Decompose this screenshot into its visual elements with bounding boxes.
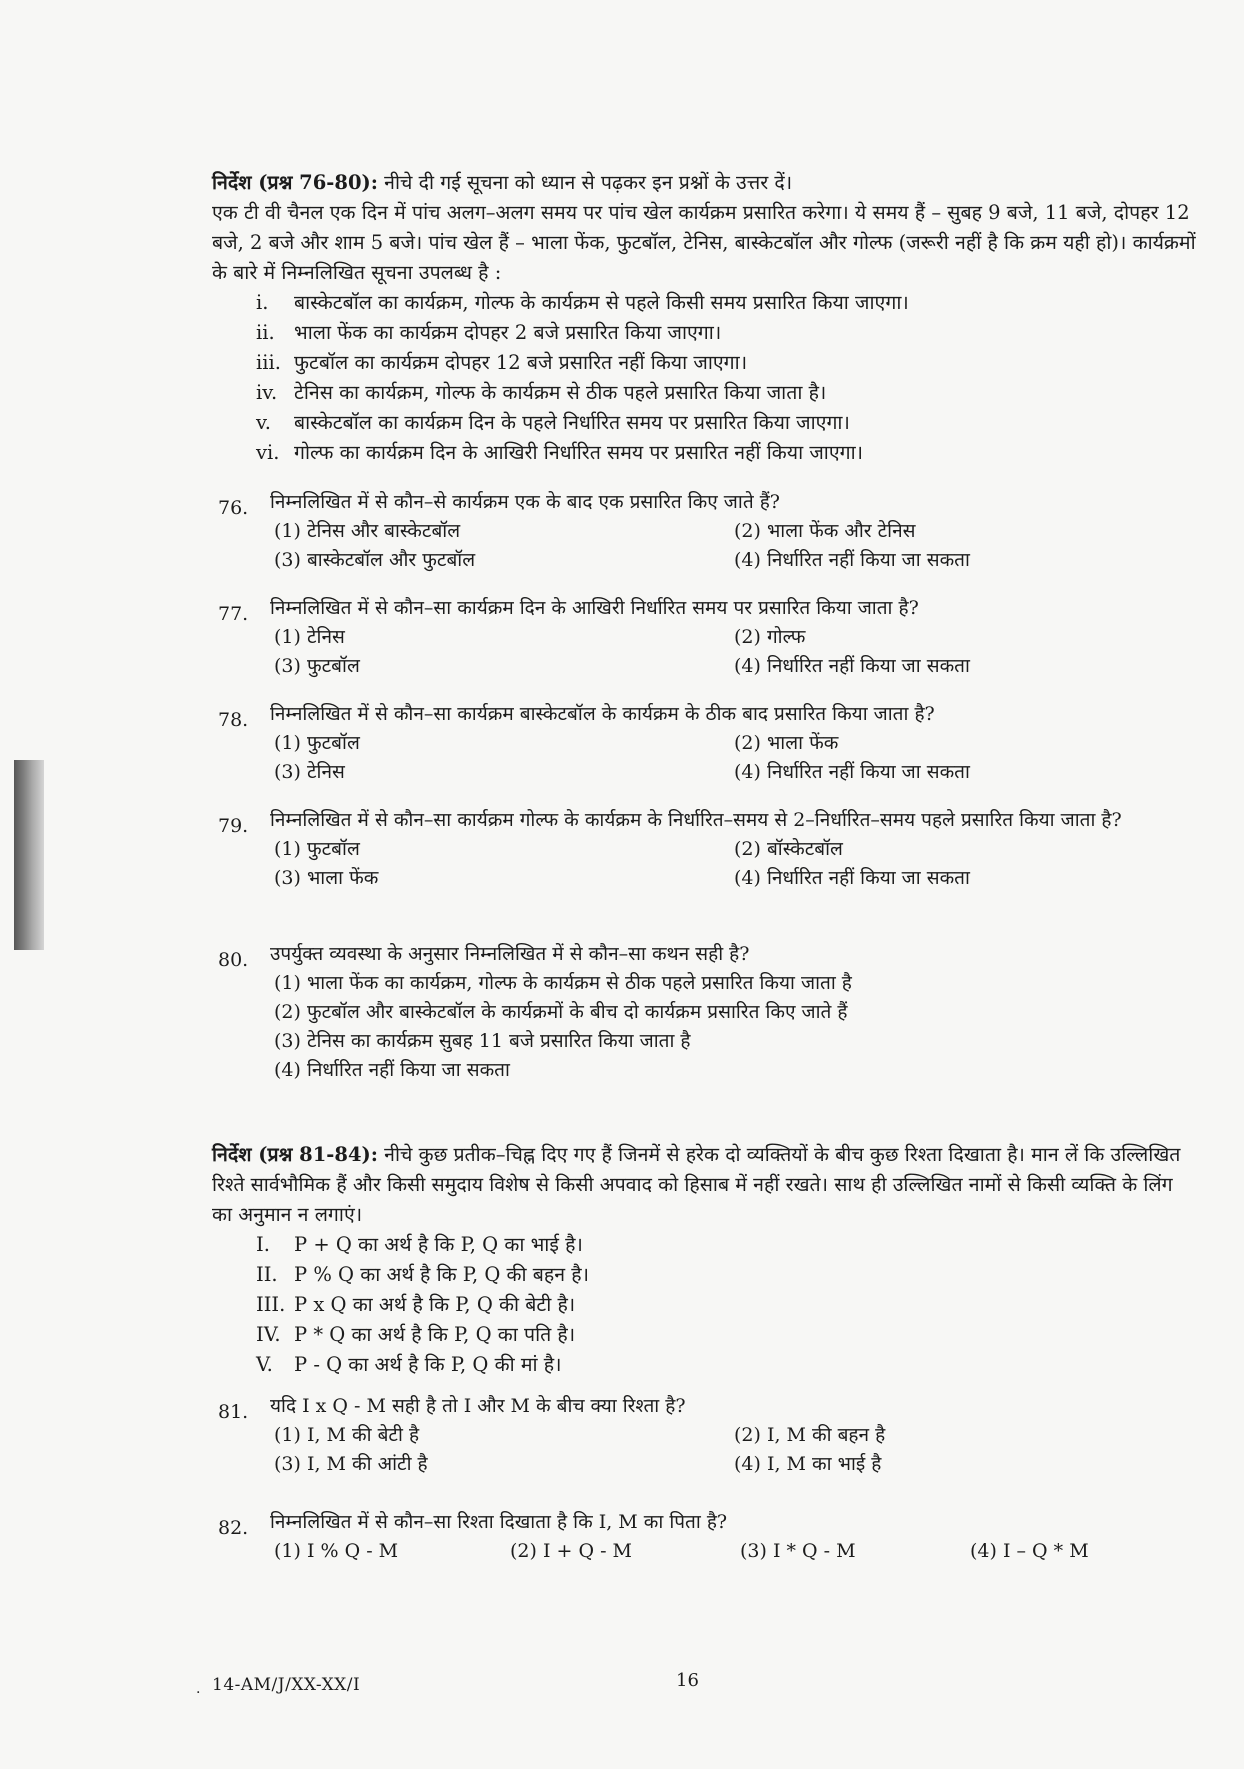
option-2: (2) I, M की बहन है xyxy=(734,1424,886,1446)
option-3: (3) फुटबॉल xyxy=(274,655,360,677)
statement: iii. फुटबॉल का कार्यक्रम दोपहर 12 बजे प्रसारित नहीं किया जाएगा। xyxy=(256,351,748,374)
scan-edge-mark xyxy=(14,760,44,950)
option-1: (1) टेनिस xyxy=(274,626,345,648)
direction-76-80 xyxy=(212,168,1197,468)
question-77 xyxy=(218,594,1198,681)
option-4: (4) निर्धारित नहीं किया जा सकता xyxy=(274,1059,510,1081)
option-2: (2) बॉस्केटबॉल xyxy=(734,838,843,860)
option-3: (3) टेनिस xyxy=(274,761,345,783)
statement: II. P % Q का अर्थ है कि P, Q की बहन है। xyxy=(256,1263,590,1286)
option-4: (4) निर्धारित नहीं किया जा सकता xyxy=(734,549,970,571)
question-76 xyxy=(218,488,1198,575)
statement: V. P - Q का अर्थ है कि P, Q की मां है। xyxy=(256,1353,562,1376)
option-2: (2) फुटबॉल और बास्केटबॉल के कार्यक्रमों के बीच दो कार्यक्रम प्रसारित किए जाते हैं xyxy=(274,1001,848,1023)
direction-81-84 xyxy=(212,1140,1197,1380)
question-number: 76. xyxy=(218,497,249,519)
question-81 xyxy=(218,1392,1198,1479)
option-3: (3) टेनिस का कार्यक्रम सुबह 11 बजे प्रसारित किया जाता है xyxy=(274,1030,691,1052)
option-2: (2) I + Q - M xyxy=(510,1540,632,1562)
option-3: (3) भाला फेंक xyxy=(274,867,379,889)
question-79 xyxy=(218,806,1198,893)
direction-text: नीचे दी गई सूचना को ध्यान से पढ़कर इन प्रश्नों के उत्तर दें। xyxy=(377,171,793,194)
option-2: (2) गोल्फ xyxy=(734,626,806,648)
option-1: (1) फुटबॉल xyxy=(274,732,360,754)
question-text: यदि I x Q - M सही है तो I और M के बीच क्या रिश्ता है? xyxy=(270,1395,686,1417)
question-text: निम्नलिखित में से कौन–सा रिश्ता दिखाता है कि I, M का पिता है? xyxy=(270,1511,728,1533)
option-4: (4) I – Q * M xyxy=(970,1540,1089,1562)
question-78 xyxy=(218,700,1198,787)
direction-text: नीचे कुछ प्रतीक–चिह्न दिए गए हैं जिनमें से हरेक दो व्यक्तियों के बीच कुछ रिश्ता दिखाता है। मान लें कि उल्लिखित रिश्ते सार्वभौमिक हैं और किसी समुदाय विशेष से किसी अपवाद को हिसाब में नहीं रखते। साथ ही उल्लिखित नामों से किसी व्यक्ति के लिंग का अनुमान न लगाएं। xyxy=(212,1143,1181,1226)
paper-code: 14-AM/J/XX-XX/I xyxy=(212,1675,361,1695)
direction-label: निर्देश (प्रश्न 81-84): xyxy=(212,1143,378,1166)
option-4: (4) निर्धारित नहीं किया जा सकता xyxy=(734,655,970,677)
option-1: (1) I, M की बेटी है xyxy=(274,1424,420,1446)
question-82 xyxy=(218,1508,1198,1566)
statement: III. P x Q का अर्थ है कि P, Q की बेटी है। xyxy=(256,1293,576,1316)
statement: vi. गोल्फ का कार्यक्रम दिन के आखिरी निर्धारित समय पर प्रसारित नहीं किया जाएगा। xyxy=(256,441,864,464)
question-number: 80. xyxy=(218,949,249,971)
question-text: उपर्युक्त व्यवस्था के अनुसार निम्नलिखित में से कौन–सा कथन सही है? xyxy=(270,943,750,965)
option-4: (4) I, M का भाई है xyxy=(734,1453,882,1475)
question-number: 78. xyxy=(218,709,249,731)
question-number: 79. xyxy=(218,815,249,837)
question-text: निम्नलिखित में से कौन–सा कार्यक्रम दिन के आखिरी निर्धारित समय पर प्रसारित किया जाता है? xyxy=(270,597,919,619)
question-text: निम्नलिखित में से कौन–सा कार्यक्रम बास्केटबॉल के कार्यक्रम के ठीक बाद प्रसारित किया जाता है? xyxy=(270,703,935,725)
statement: iv. टेनिस का कार्यक्रम, गोल्फ के कार्यक्रम से ठीक पहले प्रसारित किया जाता है। xyxy=(256,381,827,404)
option-1: (1) I % Q - M xyxy=(274,1540,399,1562)
option-2: (2) भाला फेंक xyxy=(734,732,839,754)
statement: I. P + Q का अर्थ है कि P, Q का भाई है। xyxy=(256,1233,583,1256)
option-3: (3) I, M की आंटी है xyxy=(274,1453,428,1475)
page-number: 16 xyxy=(676,1670,699,1691)
question-number: 82. xyxy=(218,1517,249,1539)
statement: v. बास्केटबॉल का कार्यक्रम दिन के पहले निर्धारित समय पर प्रसारित किया जाएगा। xyxy=(256,411,850,434)
footer-bullet: . xyxy=(196,1681,201,1697)
question-number: 77. xyxy=(218,603,249,625)
direction-label: निर्देश (प्रश्न 76-80): xyxy=(212,171,378,194)
direction-paragraph: एक टी वी चैनल एक दिन में पांच अलग–अलग समय पर पांच खेल कार्यक्रम प्रसारित करेगा। ये समय हैं – सुबह 9 बजे, 11 बजे, दोपहर 12 बजे, 2 बजे और शाम 5 बजे। पांच खेल हैं – भाला फेंक, फुटबॉल, टेनिस, बास्केटबॉल और गोल्फ (जरूरी नहीं है कि क्रम यही हो)। कार्यक्रमों के बारे में निम्नलिखित सूचना उपलब्ध है : xyxy=(212,201,1196,284)
question-text: निम्नलिखित में से कौन–सा कार्यक्रम गोल्फ के कार्यक्रम के निर्धारित–समय से 2–निर्धारित–समय पहले प्रसारित किया जाता है? xyxy=(270,809,1122,831)
option-1: (1) फुटबॉल xyxy=(274,838,360,860)
statement: i. बास्केटबॉल का कार्यक्रम, गोल्फ के कार्यक्रम से पहले किसी समय प्रसारित किया जाएगा। xyxy=(256,291,909,314)
option-2: (2) भाला फेंक और टेनिस xyxy=(734,520,916,542)
option-4: (4) निर्धारित नहीं किया जा सकता xyxy=(734,867,970,889)
option-1: (1) भाला फेंक का कार्यक्रम, गोल्फ के कार्यक्रम से ठीक पहले प्रसारित किया जाता है xyxy=(274,972,852,994)
statement: ii. भाला फेंक का कार्यक्रम दोपहर 2 बजे प्रसारित किया जाएगा। xyxy=(256,321,722,344)
option-4: (4) निर्धारित नहीं किया जा सकता xyxy=(734,761,970,783)
question-80 xyxy=(218,940,1198,1085)
option-1: (1) टेनिस और बास्केटबॉल xyxy=(274,520,461,542)
option-3: (3) I * Q - M xyxy=(740,1540,856,1562)
statement: IV. P * Q का अर्थ है कि P, Q का पति है। xyxy=(256,1323,576,1346)
question-number: 81. xyxy=(218,1401,249,1423)
option-3: (3) बास्केटबॉल और फुटबॉल xyxy=(274,549,476,571)
question-text: निम्नलिखित में से कौन–से कार्यक्रम एक के बाद एक प्रसारित किए जाते हैं? xyxy=(270,491,780,513)
